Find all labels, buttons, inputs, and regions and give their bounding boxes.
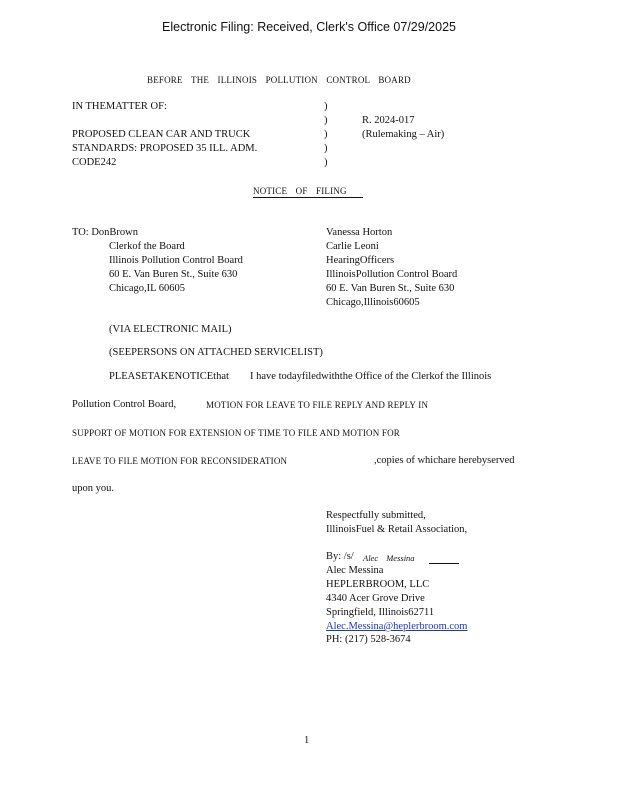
- hearing-officer-line: 60 E. Van Buren St., Suite 630: [326, 283, 455, 294]
- body-line-2a: Pollution Control Board,: [72, 399, 177, 410]
- hearing-officer-line: HearingOfficers: [326, 255, 395, 266]
- hearing-officer-line: IllinoisPollution Control Board: [326, 269, 458, 280]
- to-line: Clerkof the Board: [109, 241, 185, 252]
- to-line: Illinois Pollution Control Board: [109, 255, 243, 266]
- docket-number: R. 2024-017: [362, 115, 415, 126]
- via-electronic-mail: (VIA ELECTRONIC MAIL): [109, 324, 232, 335]
- by-label: By: /s/: [326, 551, 354, 562]
- attorney-name: Alec Messina: [326, 565, 384, 576]
- electronic-signature: Alec Messina: [363, 553, 415, 563]
- body-line-4b: ,copies of whichare herebyserved: [374, 455, 515, 466]
- caption-line-4: STANDARDS: PROPOSED 35 ILL. ADM.: [72, 143, 258, 154]
- body-line-3: SUPPORT OF MOTION FOR EXTENSION OF TIME TO FILE AND MOTION FOR: [72, 428, 400, 438]
- hearing-officer-line: Vanessa Horton: [326, 227, 393, 238]
- notice-title: NOTICE OF FILING: [253, 186, 347, 196]
- email-link[interactable]: Alec.Messina@heplerbroom.com: [326, 621, 468, 632]
- caption-line-5: CODE242: [72, 157, 117, 168]
- filing-stamp: Electronic Filing: Received, Clerk's Office 07/29/2025: [162, 20, 456, 34]
- to-line: 60 E. Van Buren St., Suite 630: [109, 269, 238, 280]
- caption-paren: ): [324, 157, 328, 168]
- phone-number: PH: (217) 528-3674: [326, 634, 411, 645]
- signing-organization: IllinoisFuel & Retail Association,: [326, 524, 468, 535]
- caption-paren: ): [324, 143, 328, 154]
- firm-name: HEPLERBROOM, LLC: [326, 579, 430, 590]
- caption-paren: ): [324, 101, 328, 112]
- notice-title-underline: [253, 197, 363, 198]
- rulemaking-type: (Rulemaking – Air): [362, 129, 445, 140]
- page-number: 1: [304, 735, 310, 746]
- to-recipient: TO: DonBrown: [72, 227, 139, 238]
- board-title: BEFORE THE ILLINOIS POLLUTION CONTROL BOARD: [147, 75, 411, 85]
- caption-line-3: PROPOSED CLEAN CAR AND TRUCK: [72, 129, 251, 140]
- closing: Respectfully submitted,: [326, 510, 426, 521]
- hearing-officer-line: Carlie Leoni: [326, 241, 379, 252]
- signature-line: [429, 563, 459, 564]
- body-line-5: upon you.: [72, 483, 114, 494]
- city-state-zip: Springfield, Illinois62711: [326, 607, 435, 618]
- to-line: Chicago,IL 60605: [109, 283, 186, 294]
- body-line-4a: LEAVE TO FILE MOTION FOR RECONSIDERATION: [72, 456, 288, 466]
- see-service-list: (SEEPERSONS ON ATTACHED SERVICELIST): [109, 347, 323, 358]
- caption-line-1: IN THEMATTER OF:: [72, 101, 167, 112]
- caption-paren: ): [324, 115, 328, 126]
- body-line-2b: MOTION FOR LEAVE TO FILE REPLY AND REPLY IN: [206, 400, 429, 410]
- caption-paren: ): [324, 129, 328, 140]
- body-line-1b: I have todayfiledwiththe Office of the Clerkof the Illinois: [250, 371, 492, 382]
- body-line-1a: PLEASETAKENOTICEthat: [109, 371, 229, 382]
- street-address: 4340 Acer Grove Drive: [326, 593, 425, 604]
- hearing-officer-line: Chicago,Illinois60605: [326, 297, 420, 308]
